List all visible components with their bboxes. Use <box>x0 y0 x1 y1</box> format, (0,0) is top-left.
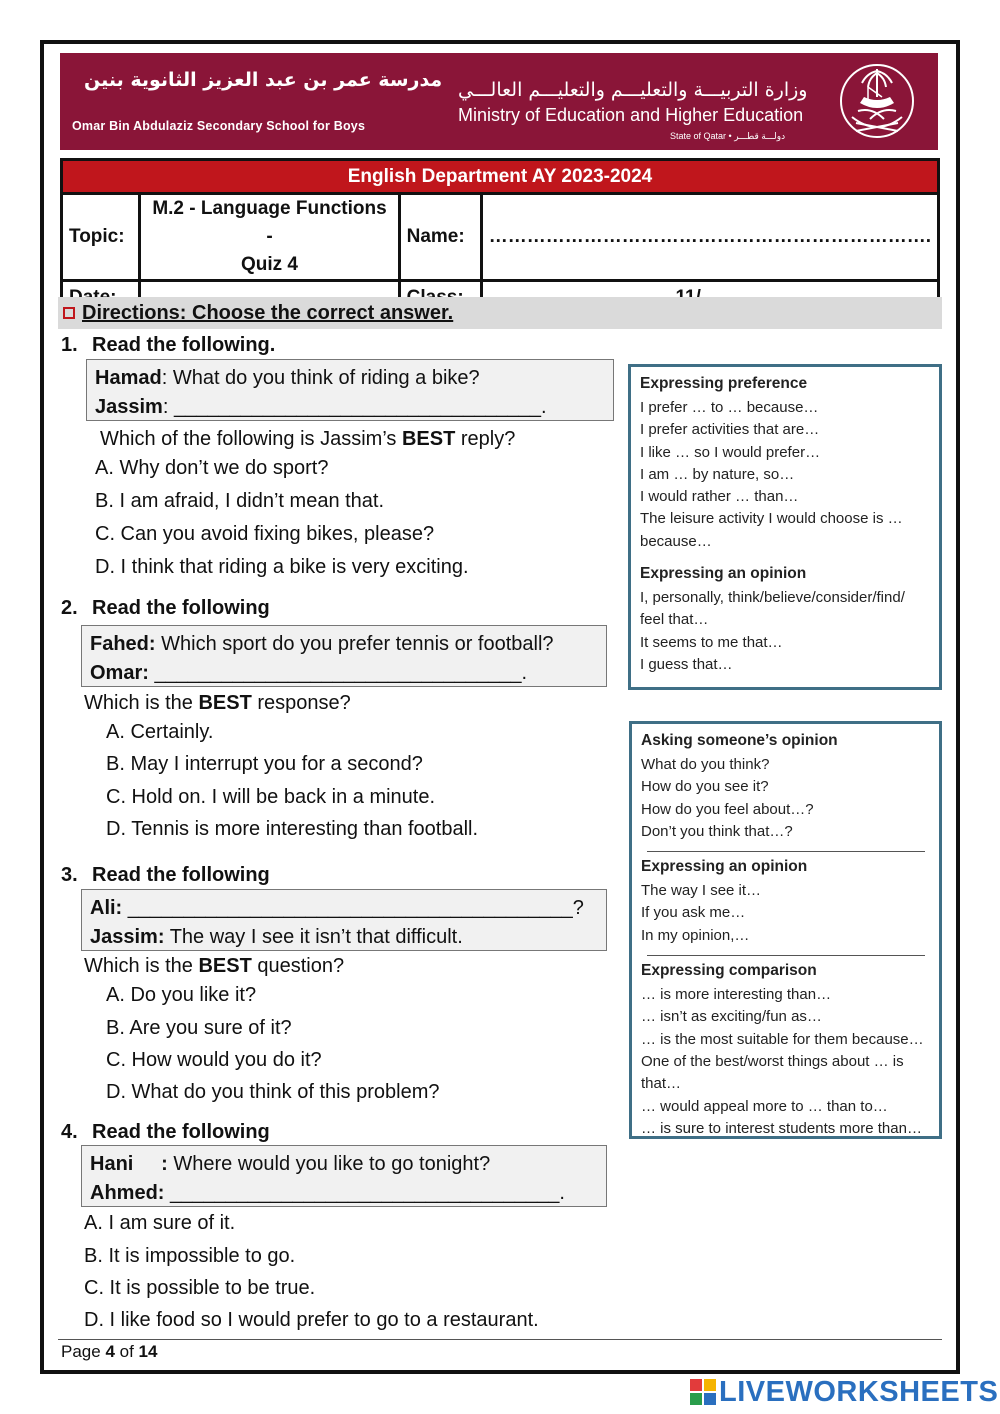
q2-option-a[interactable]: A. Certainly. <box>106 721 214 743</box>
question-2-dialogue: Fahed: Which sport do you prefer tennis or football? Omar: _________________________________. <box>81 625 607 687</box>
speaker-jassim: Jassim: <box>90 926 165 948</box>
q4-option-c[interactable]: C. It is possible to be true. <box>84 1277 316 1299</box>
q2-option-d[interactable]: D. Tennis is more interesting than football. <box>106 818 479 840</box>
heading-expressing-preference: Expressing preference <box>640 375 808 392</box>
topic-line-2: Quiz 4 <box>240 254 298 275</box>
topic-label: Topic: <box>62 194 140 281</box>
speaker-jassim: Jassim <box>95 396 163 418</box>
q2-option-b[interactable]: B. May I interrupt you for a second? <box>106 753 423 775</box>
q1-option-a[interactable]: A. Why don’t we do sport? <box>95 457 329 479</box>
speaker-ahmed: Ahmed: <box>90 1182 165 1204</box>
question-1-prompt: Which of the following is Jassim’s BEST reply? <box>100 428 516 450</box>
speaker-hamad: Hamad <box>95 367 162 389</box>
divider <box>647 955 925 956</box>
state-of-qatar-label: State of Qatar • دولـــة قطـــر <box>670 131 786 141</box>
q1-option-b[interactable]: B. I am afraid, I didn’t mean that. <box>95 490 385 512</box>
department-title: English Department AY 2023-2024 <box>62 160 939 194</box>
q1-option-c[interactable]: C. Can you avoid fixing bikes, please? <box>95 523 435 545</box>
answer-blank-1[interactable]: : _________________________________. <box>162 396 547 418</box>
speaker-ali: Ali: <box>90 897 123 919</box>
q2-option-c[interactable]: C. Hold on. I will be back in a minute. <box>106 786 436 808</box>
q3-option-a[interactable]: A. Do you like it? <box>106 984 257 1006</box>
school-header-banner <box>60 53 938 150</box>
directions-bar <box>58 297 942 329</box>
question-4-dialogue: Hani : Where would you like to go tonight? Ahmed: ___________________________________. <box>81 1145 607 1207</box>
question-3-dialogue: Ali: ________________________________________? Jassim: The way I see it isn’t that difficult. <box>81 889 607 951</box>
reference-box-preference-opinion: Expressing preference I prefer … to … because… I prefer activities that are… I like … so I would prefer… I am … by nature, so… I would rather … than… The leisure activity I would choose is … because… Expressing an opinion I, personally, think/believe/consider/find/ feel that… It seems to me that… I guess that… <box>628 364 942 690</box>
qatar-emblem-icon <box>838 57 916 145</box>
name-label: Name: <box>399 194 481 281</box>
liveworksheets-wordmark: LIVEWORKSHEETS <box>719 1375 999 1408</box>
speaker-omar: Omar: <box>90 662 149 684</box>
checkbox-square-icon <box>63 307 75 319</box>
q3-option-b[interactable]: B. Are you sure of it? <box>106 1017 292 1039</box>
speaker-fahed: Fahed: <box>90 633 156 655</box>
q3-option-c[interactable]: C. How would you do it? <box>106 1049 322 1071</box>
question-2-heading: 2. Read the following <box>61 597 270 619</box>
speaker-hani: Hani : <box>90 1153 168 1175</box>
q4-option-b[interactable]: B. It is impossible to go. <box>84 1245 296 1267</box>
school-name-english: Omar Bin Abdulaziz Secondary School for Boys <box>72 119 366 133</box>
q1-option-d[interactable]: D. I think that riding a bike is very exciting. <box>95 556 469 578</box>
liveworksheets-brand[interactable] <box>690 1374 998 1410</box>
question-1-dialogue: Hamad: What do you think of riding a bike? Jassim: _________________________________. <box>86 359 614 421</box>
name-field[interactable]: ……………………………………………………………. <box>481 194 938 281</box>
question-3-prompt: Which is the BEST question? <box>84 955 345 977</box>
q4-option-d[interactable]: D. I like food so I would prefer to go to a restaurant. <box>84 1309 539 1331</box>
quiz-info-table <box>60 158 940 316</box>
heading-expressing-comparison: Expressing comparison <box>641 962 817 980</box>
question-1-heading: 1. Read the following. <box>61 334 276 356</box>
q3-option-d[interactable]: D. What do you think of this problem? <box>106 1081 440 1103</box>
ministry-name-arabic: وزارة التربيـــة والتعليـــم والتعليـــم العالـــي <box>458 79 808 101</box>
heading-asking-opinion: Asking someone’s opinion <box>641 732 838 749</box>
ministry-name-english: Ministry of Education and Higher Education <box>458 105 804 125</box>
answer-blank-2[interactable]: _________________________________. <box>148 662 528 684</box>
question-4-heading: 4. Read the following <box>61 1121 270 1143</box>
heading-expressing-opinion: Expressing an opinion <box>641 858 808 876</box>
topic-line-1: M.2 - Language Functions - <box>152 198 387 247</box>
question-3-heading: 3. Read the following <box>61 864 270 886</box>
page-number: Page 4 of 14 <box>61 1342 158 1361</box>
q4-option-a[interactable]: A. I am sure of it. <box>84 1212 236 1234</box>
liveworksheets-logo-icon <box>690 1379 716 1405</box>
answer-blank-3[interactable]: ________________________________________? <box>122 897 584 919</box>
footer-divider <box>58 1339 942 1340</box>
heading-expressing-opinion: Expressing an opinion <box>640 565 807 583</box>
divider <box>647 851 925 852</box>
school-name-arabic: مدرسة عمر بن عبد العزيز الثانوية بنين <box>84 69 443 91</box>
question-2-prompt: Which is the BEST response? <box>84 692 351 714</box>
directions-text: Directions: Choose the correct answer. <box>82 302 454 324</box>
reference-box-asking-opinion-comparison: Asking someone’s opinion What do you think? How do you see it? How do you feel about…? Don’t you think that…? Expressing an opinion The way I see it… If you ask me… In my opinion,… Expressing comparison … is more interesting than… … isn’t as exciting/fun as… … is the most suitable for them because… One of the best/worst things about … is that… … would appeal more to … than to… … is sure to interest students more than… <box>629 721 942 1139</box>
topic-value <box>140 194 399 281</box>
answer-blank-4[interactable]: ___________________________________. <box>164 1182 565 1204</box>
